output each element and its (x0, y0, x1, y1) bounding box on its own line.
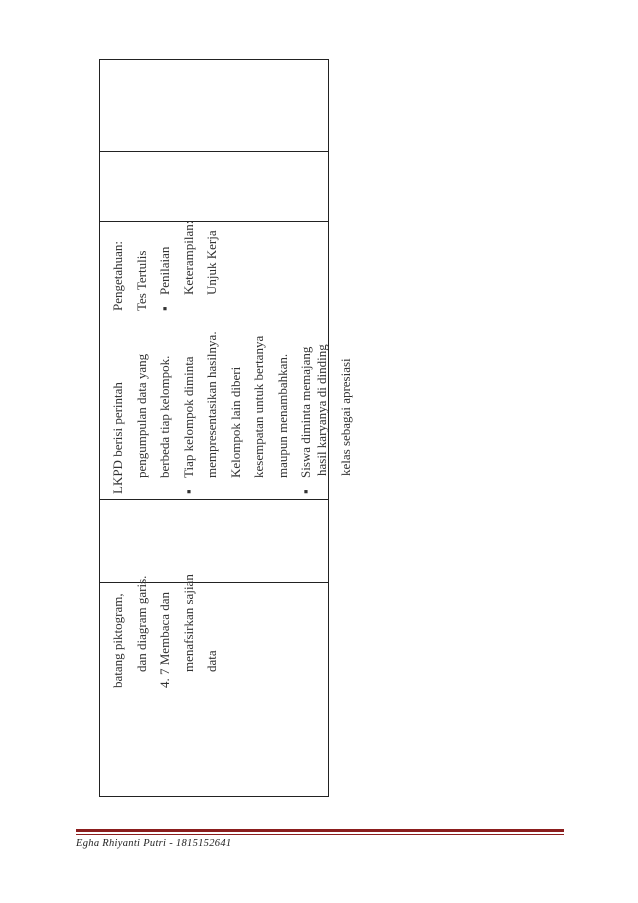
bullet-icon: ▪ (157, 306, 172, 311)
activity-line: pengumpulan data yang (133, 353, 149, 478)
competency-line: 4. 7 Membaca dan (157, 591, 172, 688)
activity-cell-continued (310, 344, 357, 492)
footer-rule (76, 829, 564, 832)
assessment-line: Tes Tertulis (133, 250, 149, 311)
activity-line: kesempatan untuk bertanya (251, 335, 266, 478)
activity-cell (106, 331, 318, 494)
assessment-cell (106, 221, 224, 311)
assessment-line: Keterampilan: (180, 220, 196, 295)
bullet-icon: ▪ (180, 489, 196, 494)
competency-line: data (204, 650, 219, 672)
activity-line: berbeda tiap kelompok. (157, 355, 172, 478)
activity-line: Siswa diminta memajang (298, 346, 313, 478)
competency-line: batang piktogram, (110, 593, 125, 688)
activity-line: hasil karyanya di dinding (314, 344, 329, 476)
table-divider (100, 151, 328, 152)
activity-line: LKPD berisi perintah (110, 382, 125, 494)
activity-line: Tiap kelompok diminta (180, 356, 196, 478)
footer-author: Egha Rhiyanti Putri - 1815152641 (76, 838, 232, 849)
assessment-line: Penilaian (157, 246, 172, 295)
activity-line: mempresentasikan hasilnya. (204, 331, 219, 478)
assessment-line: Unjuk Kerja (204, 230, 219, 295)
assessment-line: Pengetahuan: (110, 240, 125, 311)
competency-line: dan diagram garis. (133, 575, 149, 672)
competency-line: menafsirkan sajian (180, 574, 196, 672)
rotated-table (99, 59, 329, 797)
bullet-icon: ▪ (298, 489, 313, 494)
activity-line: kelas sebagai apresiasi (337, 358, 353, 476)
competency-cell (106, 574, 224, 688)
table-divider (100, 499, 328, 500)
activity-line: maupun menambahkan. (274, 353, 290, 478)
activity-line: Kelompok lain diberi (227, 366, 243, 478)
footer-rule-thin (76, 834, 564, 835)
